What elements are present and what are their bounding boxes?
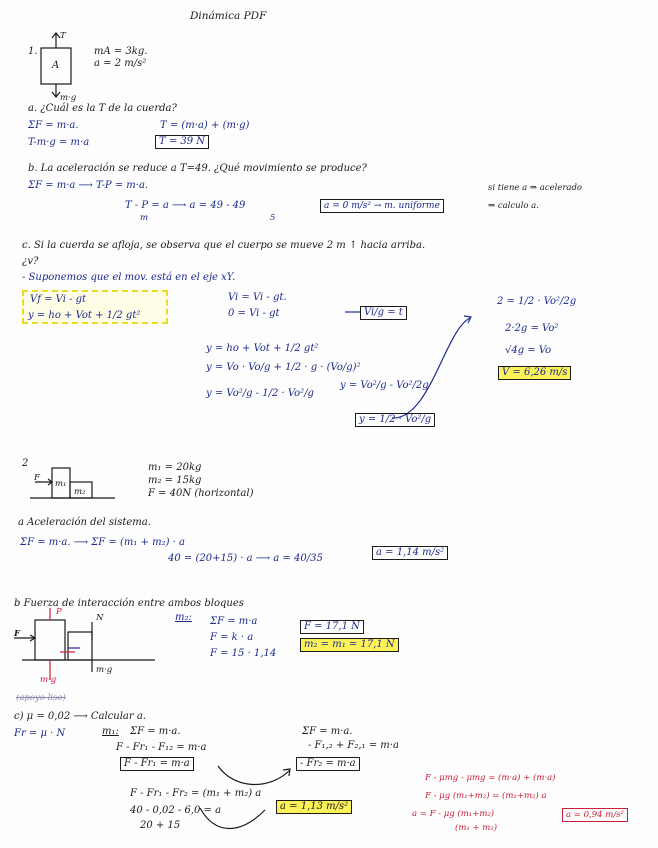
answer-c: a = 1,13 m/s² bbox=[276, 800, 352, 814]
force-label: m·g bbox=[96, 665, 113, 675]
answer-b: F = 17,1 N bbox=[300, 620, 364, 634]
given-mass: mA = 3kg. bbox=[94, 46, 148, 57]
crossed-note: (apoyo liso) bbox=[16, 693, 66, 703]
assumption: - Suponemos que el mov. está en el eje xY. bbox=[22, 272, 236, 283]
red-step: (m₁ + m₂) bbox=[455, 823, 498, 833]
step: ΣF = m·a bbox=[210, 616, 258, 627]
equation: ΣF = m·a. ⟶ ΣF = (m₁ + m₂) · a bbox=[20, 537, 186, 548]
question-c: c. Si la cuerda se afloja, se observa que el cuerpo se mueve 2 m ↑ hacia arriba. bbox=[22, 240, 426, 251]
connector-arrow bbox=[392, 318, 470, 418]
answer-b: m₂ = m₁ = 17,1 N bbox=[300, 638, 399, 652]
equation: T - P = a ⟶ a = 49 - 49 bbox=[125, 200, 246, 211]
equation: T = (m·a) + (m·g) bbox=[160, 120, 250, 131]
force-label: P bbox=[56, 607, 62, 617]
question-b: b. La aceleración se reduce a T=49. ¿Qué movimiento se produce? bbox=[28, 163, 367, 174]
question-c: c) μ = 0,02 ⟶ Calcular a. bbox=[14, 711, 146, 722]
block-label: m₁ bbox=[55, 479, 67, 489]
step: - F₁,₂ + F₂,₁ = m·a bbox=[308, 740, 399, 751]
formula: Vf = Vi - gt bbox=[30, 294, 87, 305]
problem-number: 1. bbox=[28, 46, 38, 57]
given-accel: a = 2 m/s² bbox=[94, 58, 147, 69]
step: F - Fr₁ - F₁₂ = m·a bbox=[116, 742, 207, 753]
formula: y = ho + Vot + 1/2 gt² bbox=[28, 310, 141, 321]
connector-arrow-2 bbox=[218, 766, 290, 785]
answer-a: a = 1,14 m/s² bbox=[372, 546, 448, 560]
denominator: 5 bbox=[270, 213, 276, 223]
step-boxed: - Fr₂ = m·a bbox=[296, 757, 360, 771]
red-step: F - μg (m₁+m₂) = (m₁+m₂) a bbox=[425, 791, 547, 801]
red-answer: a = 0,94 m/s² bbox=[562, 808, 628, 822]
question-c-unknown: ¿v? bbox=[22, 256, 39, 267]
block-label: A bbox=[52, 60, 60, 71]
force-label: F bbox=[34, 473, 40, 483]
given: m₁ = 20kg bbox=[148, 462, 202, 473]
answer-b: a = 0 m/s² → m. uniforme bbox=[320, 199, 444, 213]
step: √4g = Vo bbox=[505, 345, 552, 356]
red-step: F - μmg - μmg = (m·a) + (m·a) bbox=[425, 773, 556, 783]
force-label: m·g bbox=[40, 675, 57, 685]
step: Vi = Vi - gt. bbox=[228, 292, 287, 303]
step: 2·2g = Vo² bbox=[505, 323, 559, 334]
step-result: y = 1/2 · Vo²/g bbox=[355, 413, 435, 427]
equation: T-m·g = m·a bbox=[28, 137, 90, 148]
answer-a: T = 39 N bbox=[155, 135, 209, 149]
block-label: m₂ bbox=[74, 487, 86, 497]
step: F - Fr₁ - Fr₂ = (m₁ + m₂) a bbox=[130, 788, 262, 799]
friction-formula: Fr = μ · N bbox=[14, 728, 66, 739]
step: 0 = Vi - gt bbox=[228, 308, 280, 319]
force-label: F bbox=[14, 629, 21, 639]
step-boxed: F - Fr₁ = m·a bbox=[120, 757, 194, 771]
body-label: m₂: bbox=[175, 612, 192, 623]
side-note: si tiene a ⇒ acelerado bbox=[488, 183, 583, 193]
answer-c: V = 6,26 m/s bbox=[498, 366, 571, 380]
body-label: m₁: bbox=[102, 726, 119, 737]
equation: 40 = (20+15) · a ⟶ a = 40/35 bbox=[168, 553, 323, 564]
weight-label: m·g bbox=[60, 93, 77, 103]
step: 2 = 1/2 · Vo²/2g bbox=[497, 296, 577, 307]
fbd-block-2 bbox=[68, 632, 92, 660]
page-title: Dinámica PDF bbox=[190, 10, 267, 22]
step: ΣF = m·a. bbox=[130, 726, 181, 737]
step: ΣF = m·a. bbox=[302, 726, 353, 737]
question-a: a Aceleración del sistema. bbox=[18, 517, 151, 528]
force-label: N bbox=[96, 613, 104, 623]
step-result: Vi/g = t bbox=[360, 306, 407, 320]
step: 40 - 0,02 - 6,0 = a bbox=[130, 805, 222, 816]
step: y = Vo · Vo/g + 1/2 · g · (Vo/g)² bbox=[206, 362, 361, 373]
given: F = 40N (horizontal) bbox=[148, 488, 254, 499]
question-a: a. ¿Cuál es la T de la cuerda? bbox=[28, 103, 177, 114]
red-step: a = F - μg (m₁+m₂) bbox=[412, 809, 495, 819]
fbd-block-1 bbox=[35, 620, 65, 660]
side-note: ⇒ calculo a. bbox=[488, 201, 539, 211]
step: F = k · a bbox=[210, 632, 254, 643]
step: F = 15 · 1,14 bbox=[210, 648, 277, 659]
step: y = Vo²/g - 1/2 · Vo²/g bbox=[206, 388, 314, 399]
equation: ΣF = m·a. bbox=[28, 120, 79, 131]
problem-number: 2 bbox=[22, 458, 29, 469]
tension-label: T bbox=[60, 31, 66, 41]
denominator: m bbox=[140, 213, 149, 223]
equation: ΣF = m·a ⟶ T-P = m·a. bbox=[28, 180, 149, 191]
step: y = ho + Vot + 1/2 gt² bbox=[206, 343, 319, 354]
step: y = Vo²/g - Vo²/2g bbox=[340, 380, 429, 391]
step: 20 + 15 bbox=[140, 820, 181, 831]
question-b: b Fuerza de interacción entre ambos bloques bbox=[14, 598, 244, 609]
given: m₂ = 15kg bbox=[148, 475, 202, 486]
